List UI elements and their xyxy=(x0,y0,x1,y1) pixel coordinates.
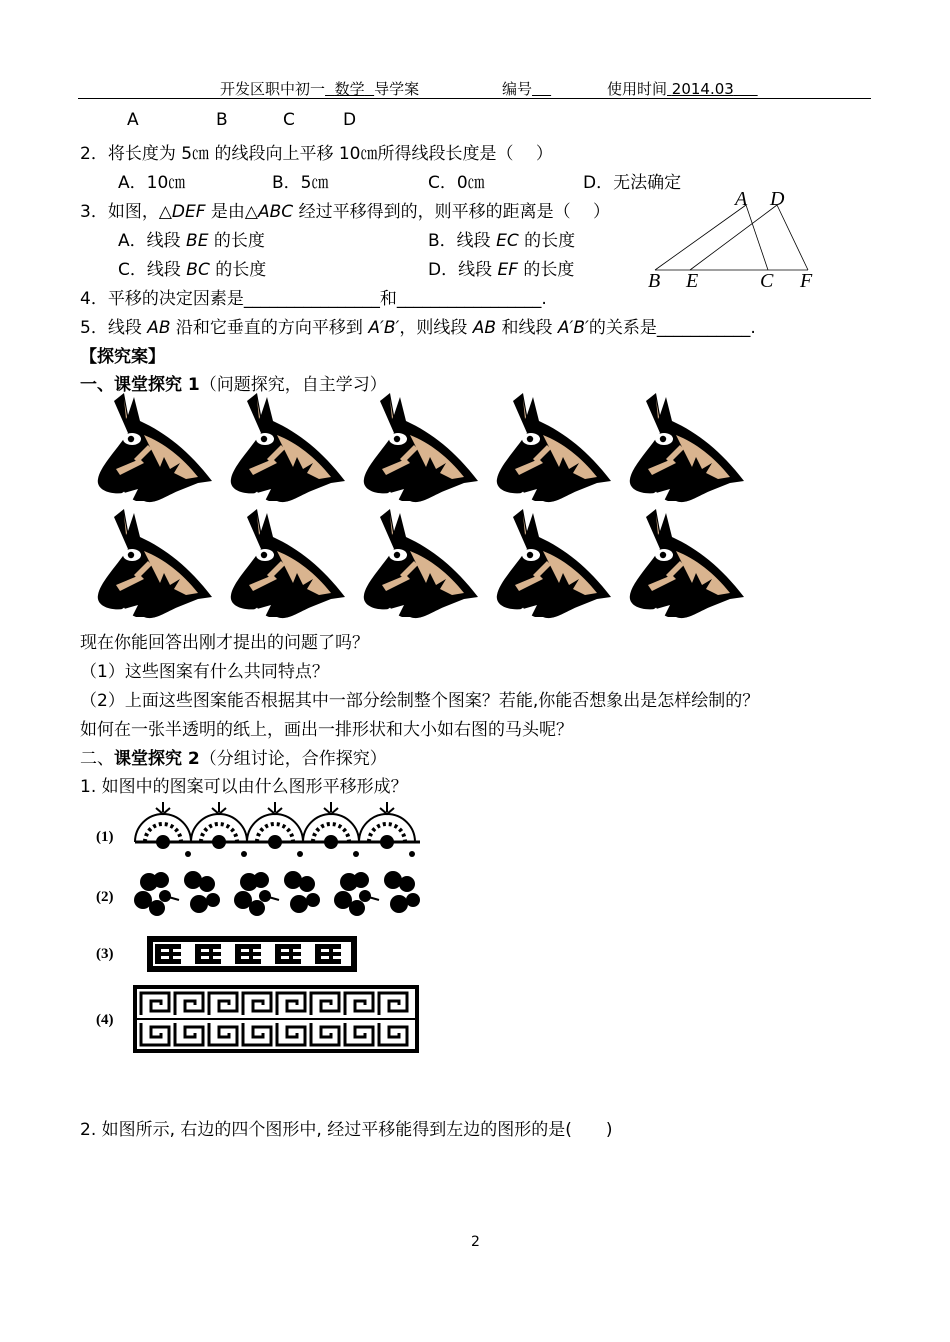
horse-head-icon xyxy=(231,509,345,621)
section-1-title: 一、课堂探究 1（问题探究，自主学习） xyxy=(80,375,387,395)
q2-option-c: C．0㎝ xyxy=(428,173,485,193)
label-f: F xyxy=(800,270,813,292)
header-subject: 数学 xyxy=(334,80,365,98)
pattern-label-2: (2) xyxy=(96,889,114,905)
pattern-1-arches xyxy=(130,800,430,860)
horse-head-icon xyxy=(364,393,478,505)
question-2: 2．将长度为 5㎝ 的线段向上平移 10㎝所得线段长度是（ ） xyxy=(80,144,553,164)
horse-head-icon xyxy=(98,393,212,505)
section-2-p1: 1. 如图中的图案可以由什么图形平移形成？ xyxy=(80,777,408,797)
question-4: 4．平移的决定因素是________________和_________________. xyxy=(80,289,547,309)
label-b: B xyxy=(648,270,661,292)
choice-b: B xyxy=(216,110,228,130)
horse-heads-grid xyxy=(94,393,764,623)
horse-head-icon xyxy=(630,509,744,621)
section-2-p2: 2. 如图所示, 右边的四个图形中, 经过平移能得到左边的图形的是( ) xyxy=(80,1120,613,1140)
q3-option-b: B．线段 EC 的长度 xyxy=(428,231,576,251)
horse-head-icon xyxy=(98,509,212,621)
section-1-intro: 现在你能回答出刚才提出的问题了吗？ xyxy=(80,633,369,653)
q2-option-d: D．无法确定 xyxy=(583,173,682,193)
triangle-translation-figure xyxy=(640,185,820,295)
q2-option-b: B．5㎝ xyxy=(272,173,329,193)
label-a: A xyxy=(735,188,748,210)
question-3: 3．如图，△DEF 是由△ABC 经过平移得到的，则平移的距离是（ ） xyxy=(80,202,610,222)
section-1-q1: （1）这些图案有什么共同特点？ xyxy=(80,662,329,682)
header-date: 使用时间 2014.03 xyxy=(607,80,734,98)
label-e: E xyxy=(686,270,699,292)
page-number: 2 xyxy=(471,1234,480,1250)
pattern-label-3: (3) xyxy=(96,946,114,962)
section-1-q3: 如何在一张半透明的纸上，画出一排形状和大小如右图的马头呢？ xyxy=(80,720,573,740)
section-2-title: 二、课堂探究 2（分组讨论，合作探究） xyxy=(80,749,387,769)
q2-option-a: A．10㎝ xyxy=(118,173,186,193)
section-1-q2: （2）上面这些图案能否根据其中一部分绘制整个图案？若能,你能否想象出是怎样绘制的？ xyxy=(80,691,760,711)
explore-title: 【探究案】 xyxy=(80,347,165,367)
page-header xyxy=(220,78,419,99)
choice-c: C xyxy=(283,110,295,130)
horse-head-icon xyxy=(497,509,611,621)
horse-head-icon xyxy=(364,509,478,621)
header-school: 开发区职中初一 xyxy=(220,80,326,98)
pattern-3-frets xyxy=(145,934,365,976)
question-5: 5．线段 AB 沿和它垂直的方向平移到 A′B′，则线段 AB 和线段 A′B′的关系是___________. xyxy=(80,318,756,338)
horse-head-icon xyxy=(497,393,611,505)
header-number: 编号 xyxy=(502,80,533,98)
pattern-label-1: (1) xyxy=(96,829,114,845)
header-doc-type: 导学案 xyxy=(374,80,420,98)
choice-a: A xyxy=(127,110,139,130)
pattern-2-clovers xyxy=(135,870,435,925)
q3-option-c: C．线段 BC 的长度 xyxy=(118,260,267,280)
horse-head-icon xyxy=(630,393,744,505)
horse-head-icon xyxy=(231,393,345,505)
pattern-label-4: (4) xyxy=(96,1012,114,1028)
pattern-4-meander xyxy=(133,985,423,1055)
label-d: D xyxy=(770,188,785,210)
label-c: C xyxy=(760,270,774,292)
q3-option-d: D．线段 EF 的长度 xyxy=(428,260,575,280)
q3-option-a: A．线段 BE 的长度 xyxy=(118,231,265,251)
header-rule xyxy=(78,98,871,99)
choice-d: D xyxy=(343,110,357,130)
